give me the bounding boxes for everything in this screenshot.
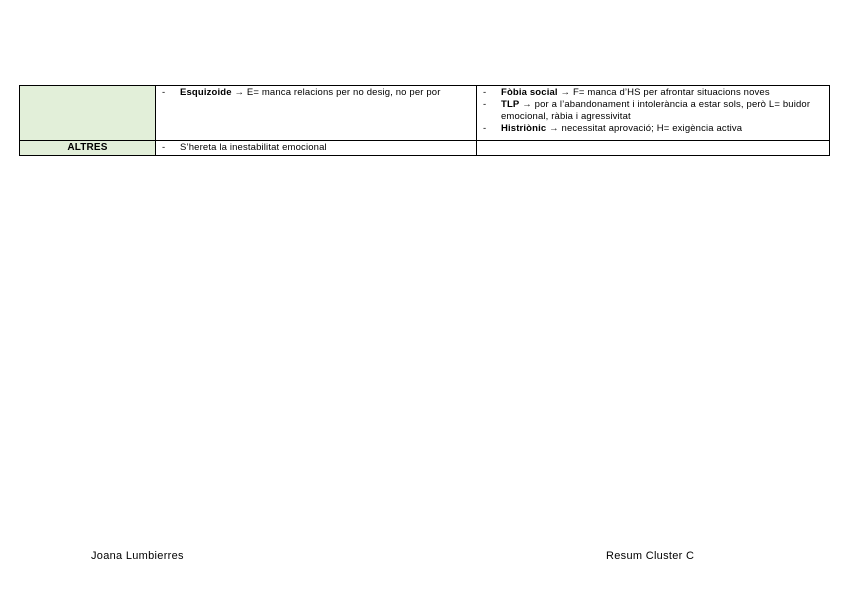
disorder-term: TLP [501, 99, 520, 110]
bullet-list [480, 87, 826, 135]
row-label-cell [20, 86, 156, 141]
cluster-bc-cell [477, 86, 830, 141]
table-row [20, 86, 830, 141]
disorder-term: Esquizoide [180, 87, 232, 98]
list-item [480, 123, 826, 135]
footer-title: Resum Cluster C [606, 550, 695, 562]
bullet-list [159, 87, 473, 99]
footer-author: Joana Lumbierres [91, 550, 184, 562]
disorder-description: → E= manca relacions per no desig, no per por [231, 87, 441, 98]
altres-cell [156, 141, 477, 156]
table-row [20, 141, 830, 156]
disorder-term: Histriònic [501, 123, 547, 134]
summary-table [19, 85, 830, 156]
disorder-description: → por a l’abandonament i intolerància a estar sols, però L= buidor emocional, ràbia i agressivitat [501, 99, 811, 122]
list-item [159, 87, 473, 99]
disorder-description: → necessitat aprovació; H= exigència activa [546, 123, 743, 134]
row-label-altres: ALTRES [20, 141, 156, 156]
disorder-description: → F= manca d’HS per afrontar situacions noves [557, 87, 770, 98]
list-item [480, 87, 826, 99]
altres-description: S’hereta la inestabilitat emocional [180, 142, 327, 153]
disorder-term: Fòbia social [501, 87, 558, 98]
cluster-a-cell [156, 86, 477, 141]
empty-cell [477, 141, 830, 156]
bullet-list [159, 142, 473, 154]
list-item [159, 142, 473, 154]
list-item [480, 99, 826, 123]
